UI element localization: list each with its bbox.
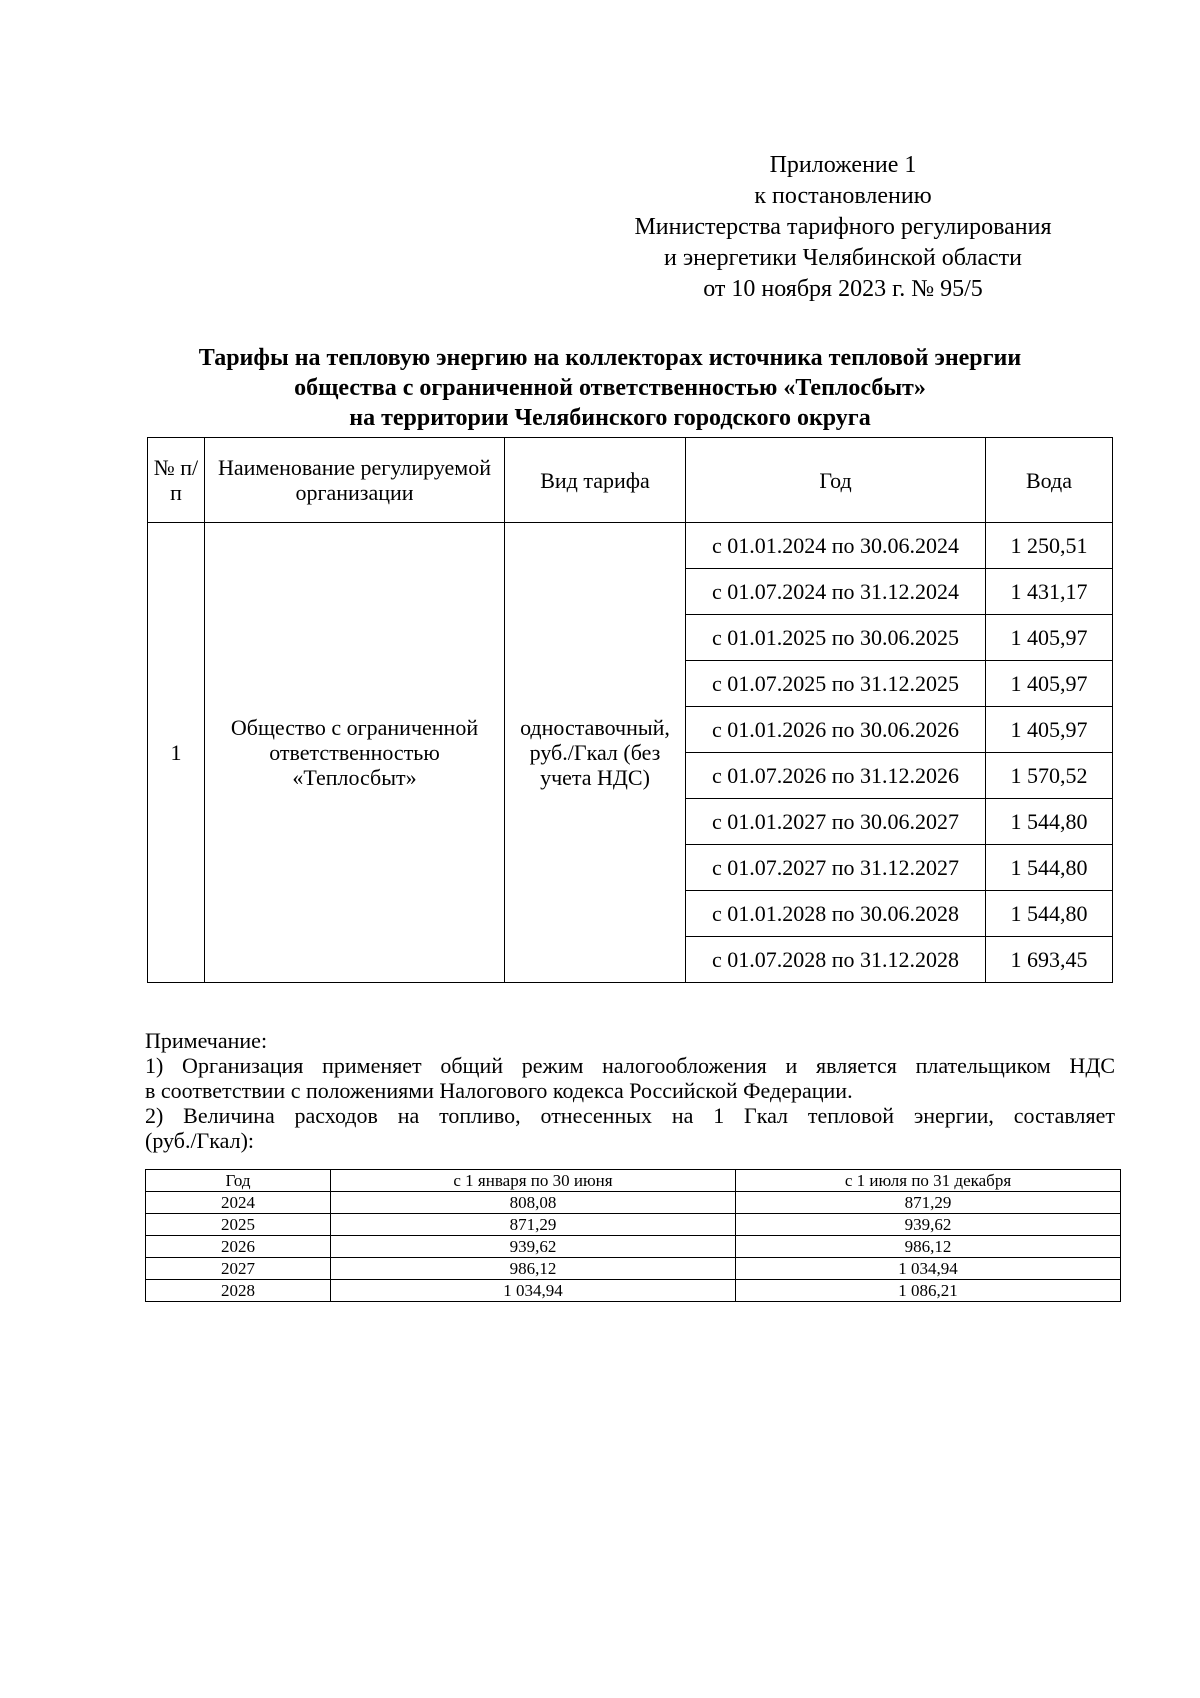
- header-water: Вода: [986, 438, 1113, 523]
- appendix-line: к постановлению: [754, 183, 932, 209]
- water-value-cell: 1 405,97: [986, 615, 1113, 661]
- fuel-year-cell: 2024: [146, 1192, 331, 1214]
- water-value-cell: 1 405,97: [986, 707, 1113, 753]
- note-item-1-line: 1) Организация применяет общий режим налогообложения и является плательщиком НДС: [145, 1053, 1115, 1078]
- fuel-header-first-half: с 1 января по 30 июня: [331, 1170, 736, 1192]
- water-value-cell: 1 544,80: [986, 799, 1113, 845]
- fuel-table-header-row: [146, 1170, 1121, 1192]
- period-cell: с 01.07.2026 по 31.12.2026: [686, 753, 986, 799]
- table-row: [146, 1280, 1121, 1302]
- note-item-2-line: 2) Величина расходов на топливо, отнесенных на 1 Гкал тепловой энергии, составляет: [145, 1103, 1115, 1128]
- fuel-header-second-half: с 1 июля по 31 декабря: [736, 1170, 1121, 1192]
- appendix-line: от 10 ноября 2023 г. № 95/5: [703, 276, 983, 302]
- period-cell: с 01.01.2028 по 30.06.2028: [686, 891, 986, 937]
- tariff-table-header-row: [148, 438, 1113, 523]
- fuel-cost-table: [145, 1169, 1121, 1302]
- water-value-cell: 1 431,17: [986, 569, 1113, 615]
- fuel-second-half-cell: 939,62: [736, 1214, 1121, 1236]
- tariff-type: одноставочный, руб./Гкал (без учета НДС): [505, 523, 686, 983]
- fuel-second-half-cell: 986,12: [736, 1236, 1121, 1258]
- period-cell: с 01.01.2026 по 30.06.2026: [686, 707, 986, 753]
- table-row: [146, 1236, 1121, 1258]
- fuel-year-cell: 2028: [146, 1280, 331, 1302]
- fuel-year-cell: 2025: [146, 1214, 331, 1236]
- fuel-first-half-cell: 871,29: [331, 1214, 736, 1236]
- note-item-2-line: (руб./Гкал):: [145, 1128, 255, 1153]
- title-line: общества с ограниченной ответственностью «Теплосбыт»: [294, 375, 926, 401]
- organization-name: Общество с ограниченной ответственностью «Теплосбыт»: [205, 523, 505, 983]
- fuel-first-half-cell: 808,08: [331, 1192, 736, 1214]
- header-tariff-type: Вид тарифа: [505, 438, 686, 523]
- period-cell: с 01.01.2024 по 30.06.2024: [686, 523, 986, 569]
- water-value-cell: 1 405,97: [986, 661, 1113, 707]
- tariff-table: [147, 437, 1113, 983]
- water-value-cell: 1 570,52: [986, 753, 1113, 799]
- period-cell: с 01.07.2025 по 31.12.2025: [686, 661, 986, 707]
- fuel-year-cell: 2026: [146, 1236, 331, 1258]
- fuel-first-half-cell: 1 034,94: [331, 1280, 736, 1302]
- table-row: [148, 523, 1113, 569]
- title-line: Тарифы на тепловую энергию на коллекторах источника тепловой энергии: [198, 345, 1022, 371]
- document-title: [130, 343, 1090, 433]
- water-value-cell: 1 544,80: [986, 845, 1113, 891]
- period-cell: с 01.01.2027 по 30.06.2027: [686, 799, 986, 845]
- note-heading: Примечание:: [145, 1028, 268, 1053]
- table-row: [146, 1214, 1121, 1236]
- header-organization: Наименование регулируемой организации: [205, 438, 505, 523]
- note-section: [145, 1028, 1115, 1153]
- period-cell: с 01.07.2028 по 31.12.2028: [686, 937, 986, 983]
- appendix-line: Приложение 1: [769, 152, 917, 178]
- fuel-second-half-cell: 1 034,94: [736, 1258, 1121, 1280]
- appendix-line: Министерства тарифного регулирования: [634, 214, 1052, 240]
- fuel-second-half-cell: 1 086,21: [736, 1280, 1121, 1302]
- fuel-header-year: Год: [146, 1170, 331, 1192]
- header-year: Год: [686, 438, 986, 523]
- fuel-year-cell: 2027: [146, 1258, 331, 1280]
- appendix-line: и энергетики Челябинской области: [664, 245, 1022, 271]
- fuel-first-half-cell: 986,12: [331, 1258, 736, 1280]
- water-value-cell: 1 250,51: [986, 523, 1113, 569]
- period-cell: с 01.07.2024 по 31.12.2024: [686, 569, 986, 615]
- appendix-header: [588, 150, 1098, 305]
- table-row: [146, 1192, 1121, 1214]
- title-line: на территории Челябинского городского округа: [349, 405, 871, 431]
- row-number: 1: [148, 523, 205, 983]
- fuel-second-half-cell: 871,29: [736, 1192, 1121, 1214]
- water-value-cell: 1 544,80: [986, 891, 1113, 937]
- fuel-first-half-cell: 939,62: [331, 1236, 736, 1258]
- note-item-1-line: в соответствии с положениями Налогового кодекса Российской Федерации.: [145, 1078, 853, 1103]
- table-row: [146, 1258, 1121, 1280]
- period-cell: с 01.01.2025 по 30.06.2025: [686, 615, 986, 661]
- water-value-cell: 1 693,45: [986, 937, 1113, 983]
- period-cell: с 01.07.2027 по 31.12.2027: [686, 845, 986, 891]
- header-number: № п/п: [148, 438, 205, 523]
